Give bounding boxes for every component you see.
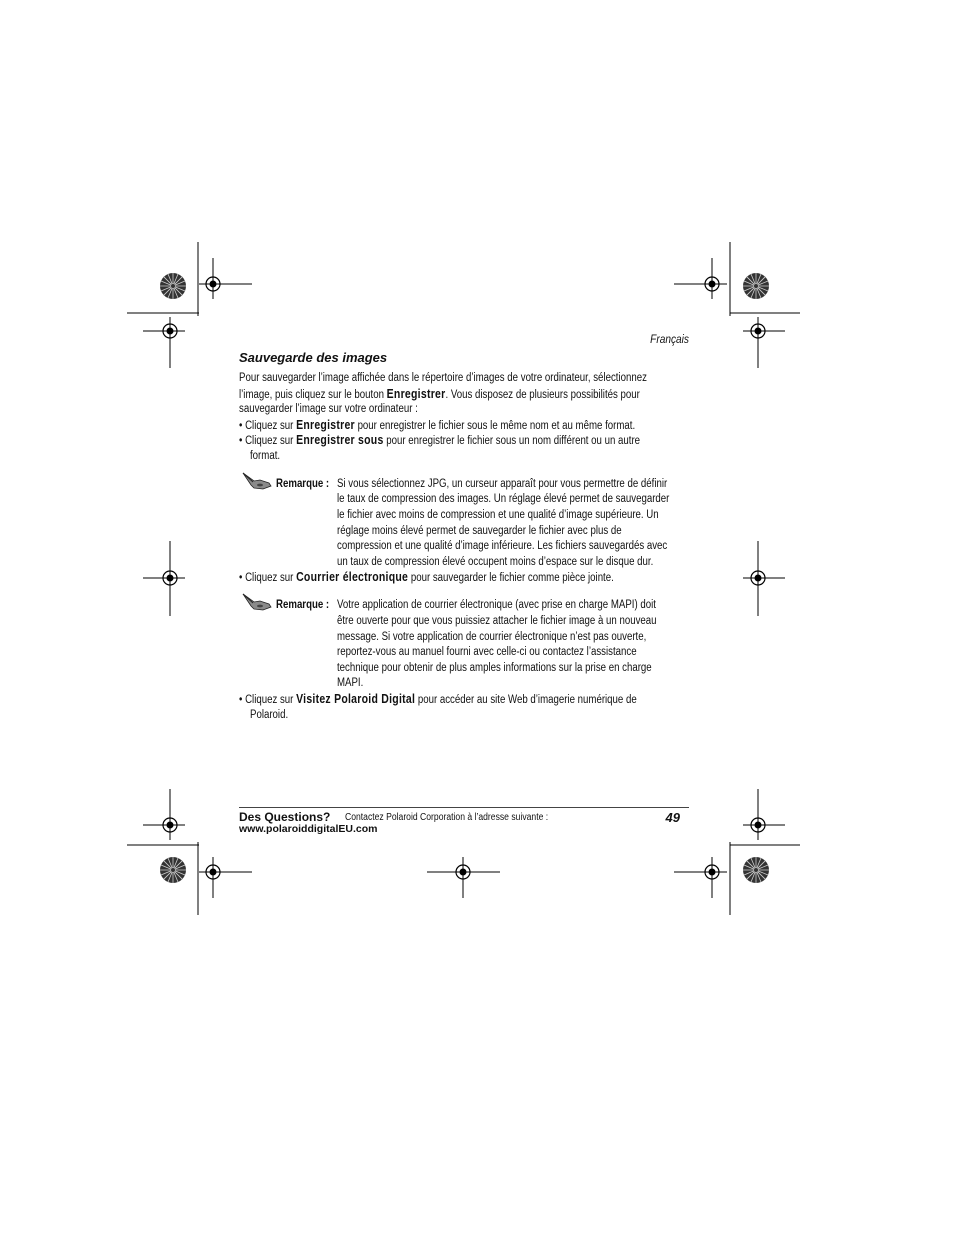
page-number: 49 — [665, 810, 680, 825]
note-line: un taux de compression élevé occupent moins d’espace sur le disque dur. — [337, 556, 654, 568]
note-line: être ouverte pour que vous puissiez attacher le fichier image à un nouveau — [337, 615, 657, 627]
language-label: Français — [650, 334, 689, 346]
command-label: Visitez Polaroid Digital — [296, 692, 416, 706]
list-item-continuation: format. — [250, 450, 281, 462]
list-item: • Cliquez sur Courrier électronique pour sauvegarder le fichier comme pièce jointe. — [239, 570, 614, 584]
list-item: • Cliquez sur Enregistrer pour enregistrer le fichier sous le même nom et au même format. — [239, 418, 636, 432]
intro-line-3: sauvegarder l’image sur votre ordinateur : — [239, 403, 418, 415]
command-label: Enregistrer — [296, 418, 355, 432]
command-label: Enregistrer sous — [296, 433, 384, 447]
footer-contact-text: Contactez Polaroid Corporation à l’adresse suivante : — [345, 812, 549, 823]
star-target-icon — [743, 273, 769, 299]
note-line: réglage moins élevé permet de sauvegarder le fichier avec plus de — [337, 525, 622, 537]
note-line: compression et une qualité d’image inférieure. Les fichiers sauvegardés avec — [337, 540, 668, 552]
star-target-icon — [160, 857, 186, 883]
footer-question: Des Questions? — [239, 810, 331, 824]
note-line: le fichier avec moins de compression et une qualité d’image supérieure. Un — [337, 509, 659, 521]
star-target-icon — [160, 273, 186, 299]
list-item: • Cliquez sur Enregistrer sous pour enregistrer le fichier sous un nom différent ou un autre — [239, 433, 641, 447]
note-line: Votre application de courrier électronique (avec prise en charge MAPI) doit — [337, 599, 656, 611]
note-pointing-hand-icon — [240, 592, 274, 612]
note-label: Remarque : — [276, 478, 330, 490]
list-item-continuation: Polaroid. — [250, 709, 289, 721]
note-line: le taux de compression des images. Un réglage élevé permet de sauvegarder — [337, 493, 670, 505]
section-title: Sauvegarde des images — [239, 350, 388, 365]
list-item: • Cliquez sur Visitez Polaroid Digital pour accéder au site Web d’imagerie numérique de — [239, 692, 637, 706]
note-line: MAPI. — [337, 677, 364, 689]
intro-line-2: l’image, puis cliquez sur le bouton Enregistrer. Vous disposez de plusieurs possibilités pour — [239, 387, 640, 401]
command-enregistrer: Enregistrer — [386, 387, 446, 401]
note-line: reportez-vous au manuel fourni avec celle-ci ou contactez l’assistance — [337, 646, 637, 658]
note-label: Remarque : — [276, 599, 330, 611]
note-line: message. Si votre application de courrier électronique n’est pas ouverte, — [337, 631, 647, 643]
star-target-icon — [743, 857, 769, 883]
note-line: technique pour obtenir de plus amples informations sur la prise en charge — [337, 662, 652, 674]
note-line: Si vous sélectionnez JPG, un curseur apparaît pour vous permettre de définir — [337, 478, 668, 490]
footer-url-link[interactable]: www.polaroiddigitalEU.com — [239, 823, 378, 835]
intro-line-1: Pour sauvegarder l’image affichée dans le répertoire d’images de votre ordinateur, sélectionnez — [239, 372, 647, 384]
footer-divider — [239, 807, 689, 808]
command-label: Courrier électronique — [296, 570, 409, 584]
note-pointing-hand-icon — [240, 471, 274, 491]
